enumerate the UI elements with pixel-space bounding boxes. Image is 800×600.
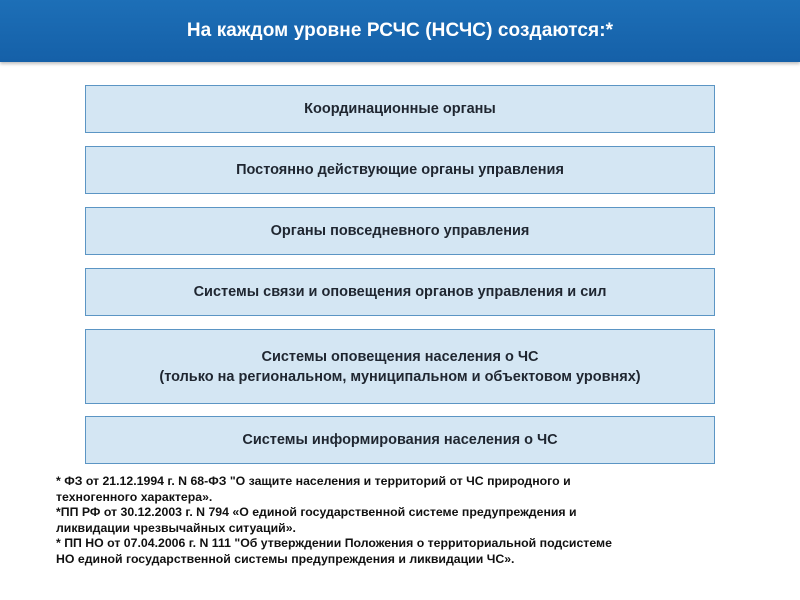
box-text: Системы оповещения населения о ЧС: [261, 348, 539, 365]
box-text: Постоянно действующие органы управления: [236, 162, 564, 178]
box-communication-systems: [85, 268, 715, 316]
footnote-government-decree: [56, 505, 776, 536]
box-coordination-bodies: [85, 85, 715, 133]
footnotes: [56, 474, 776, 568]
slide-header: [0, 0, 800, 62]
footnote-regional-decree: [56, 536, 776, 567]
footnote-federal-law: [56, 474, 776, 505]
box-text: Координационные органы: [304, 101, 496, 117]
footnote-line: * ФЗ от 21.12.1994 г. N 68-ФЗ "О защите населения и территорий от ЧС природного и: [56, 474, 571, 488]
box-population-information-systems: [85, 416, 715, 464]
footnote-line: * ПП НО от 07.04.2006 г. N 111 "Об утверждении Положения о территориальной подсистеме: [56, 536, 612, 551]
box-text: Органы повседневного управления: [270, 223, 530, 239]
footnote-line: техногенного характера».: [56, 489, 213, 504]
box-population-warning-systems: [85, 329, 715, 404]
box-text: Системы связи и оповещения органов управления и сил: [193, 284, 607, 300]
slide-title: На каждом уровне РСЧС (НСЧС) создаются:*: [186, 20, 614, 41]
footnote-line: ликвидации чрезвычайных ситуаций».: [56, 520, 296, 535]
footnote-line: *ПП РФ от 30.12.2003 г. N 794 «О единой государственной системе предупреждения и: [56, 505, 577, 520]
box-daily-management-bodies: [85, 207, 715, 255]
box-text: Системы информирования населения о ЧС: [242, 432, 558, 448]
box-text-note: (только на региональном, муниципальном и объектовом уровнях): [159, 368, 641, 385]
box-permanent-management-bodies: [85, 146, 715, 194]
footnote-line: НО единой государственной системы предупреждения и ликвидации ЧС».: [56, 551, 515, 566]
